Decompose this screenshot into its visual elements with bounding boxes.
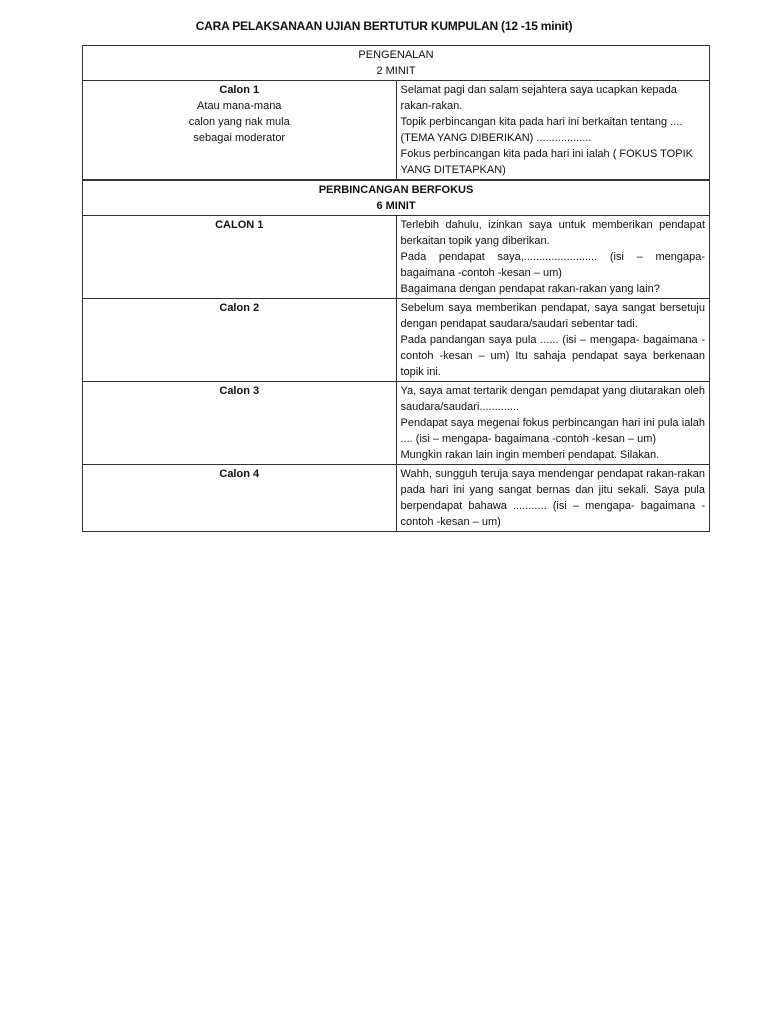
script-line: Bagaimana dengan pendapat rakan-rakan yang lain?	[400, 283, 660, 295]
candidate-name-cell	[83, 465, 397, 532]
intro-header-row	[83, 46, 710, 81]
focused-header-row	[83, 181, 710, 216]
focused-row-calon-2	[83, 299, 710, 382]
candidate-name: Calon 2	[219, 302, 260, 314]
candidate-name-cell	[83, 216, 397, 299]
script-line: Mungkin rakan lain ingin memberi pendapat. Silakan.	[400, 449, 660, 461]
intro-row	[83, 81, 710, 180]
candidate-name-cell	[83, 382, 397, 465]
candidate-script-cell	[396, 382, 710, 465]
script-line: Pada pandangan saya pula ...... (isi – mengapa- bagaimana -contoh -kesan – um) Itu sahaja pendapat saya berkenaan topik ini.	[400, 334, 705, 378]
candidate-name: Calon 3	[219, 385, 260, 397]
focused-row-calon-4	[83, 465, 710, 532]
intro-candidate-note-2: calon yang nak mula	[188, 116, 290, 128]
candidate-name: CALON 1	[215, 219, 264, 231]
focused-row-calon-1	[83, 216, 710, 299]
candidate-script-cell	[396, 299, 710, 382]
document-title: CARA PELAKSANAAN UJIAN BERTUTUR KUMPULAN (12 -15 minit)	[195, 19, 573, 33]
focused-row-calon-3	[83, 382, 710, 465]
focused-duration: 6 MINIT	[376, 200, 416, 212]
candidate-name-cell	[83, 299, 397, 382]
script-line: Pada pendapat saya,........................ (isi – mengapa- bagaimana -contoh -kesan – um)	[400, 251, 705, 279]
intro-candidate-note-3: sebagai moderator	[193, 132, 286, 144]
intro-candidate-name: Calon 1	[219, 84, 260, 96]
focused-heading: PERBINCANGAN BERFOKUS	[318, 184, 474, 196]
intro-candidate-cell	[83, 81, 397, 180]
intro-line-3: Fokus perbincangan kita pada hari ini ialah ( FOKUS TOPIK YANG DITETAPKAN)	[400, 148, 693, 176]
intro-line-2: Topik perbincangan kita pada hari ini berkaitan tentang .... (TEMA YANG DIBERIKAN) ..................	[400, 116, 683, 144]
focused-table	[82, 180, 710, 532]
script-line: Pendapat saya megenai fokus perbincangan hari ini pula ialah .... (isi – mengapa- bagaimana -contoh -kesan – um)	[400, 417, 705, 445]
intro-script-cell	[396, 81, 710, 180]
candidate-name: Calon 4	[219, 468, 260, 480]
script-line: Ya, saya amat tertarik dengan pemdapat yang diutarakan oleh saudara/saudari.............	[400, 385, 705, 413]
script-line: Wahh, sungguh teruja saya mendengar pendapat rakan-rakan pada hari ini yang sangat bernas dan jitu sekali. Saya pula berpendapat bahawa ........... (isi – mengapa- bagaimana -contoh -kesan – um)	[400, 468, 705, 528]
intro-candidate-note-1: Atau mana-mana	[197, 100, 282, 112]
intro-duration: 2 MINIT	[376, 65, 416, 77]
script-line: Terlebih dahulu, izinkan saya untuk memberikan pendapat berkaitan topik yang diberikan.	[400, 219, 705, 247]
candidate-script-cell	[396, 216, 710, 299]
intro-header-cell	[83, 46, 710, 81]
script-line: Sebelum saya memberikan pendapat, saya sangat bersetuju dengan pendapat saudara/saudari sebentar tadi.	[400, 302, 705, 330]
focused-header-cell	[83, 181, 710, 216]
intro-line-1: Selamat pagi dan salam sejahtera saya ucapkan kepada rakan-rakan.	[400, 84, 677, 112]
intro-heading: PENGENALAN	[358, 49, 434, 61]
candidate-script-cell	[396, 465, 710, 532]
intro-table	[82, 45, 710, 180]
